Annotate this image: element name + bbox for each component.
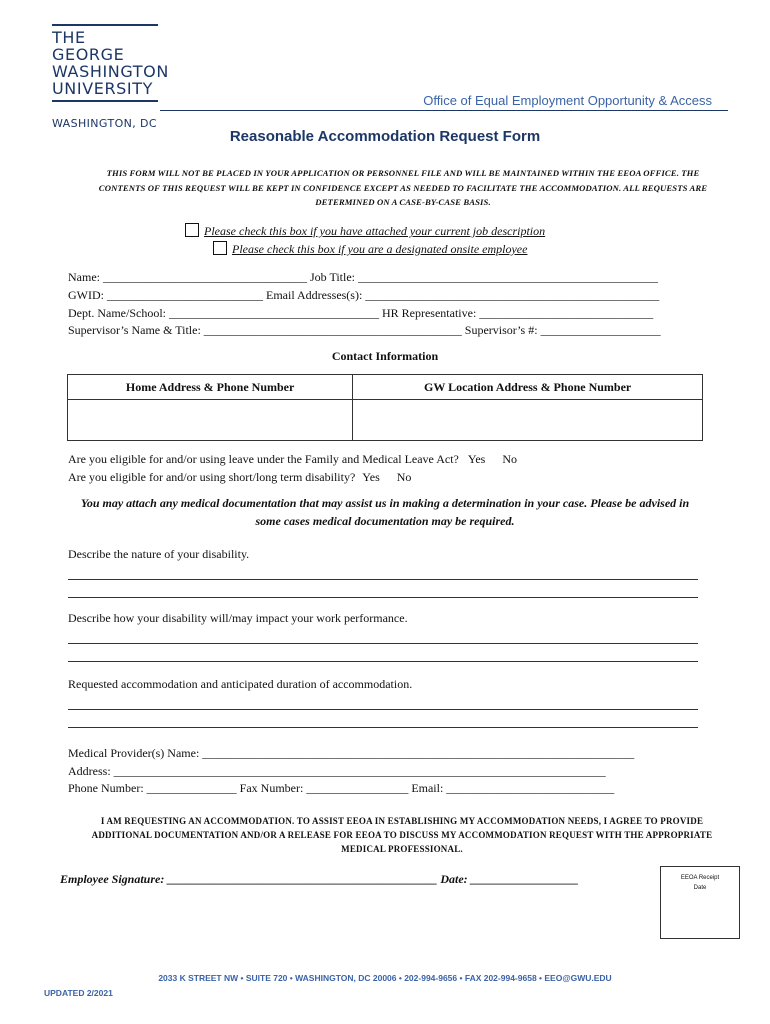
confidentiality-notice: THIS FORM WILL NOT BE PLACED IN YOUR APPLICATION OR PERSONNEL FILE AND WILL BE MAINTAINED WITHIN THE EEOA OFFICE. THE CONTENTS OF THIS REQUEST WILL BE KEPT IN CONFIDENCE EXCEPT AS NEEDED TO FACILITATE THE ACCOMMODATION. ALL REQUESTS ARE DETERMINED ON A CASE-BY-CASE BASIS. [98,168,708,207]
onsite-employee-checkbox[interactable] [213,241,227,255]
form-title: Reasonable Accommodation Request Form [229,128,541,145]
receipt-date-label: Date [693,885,707,891]
updated-date: UPDATED 2/2021 [44,988,113,998]
header-rule [160,110,728,111]
contact-info-heading: Contact Information [331,349,439,363]
nature-prompt: Describe the nature of your disability. [68,547,250,561]
logo-line-1: THE GEORGE [52,28,125,64]
signature-date-field[interactable]: Employee Signature: _____________________________________________ Date: __________________ [60,872,579,886]
eeoa-receipt-box [660,866,740,939]
requested-prompt: Requested accommodation and anticipated duration of accommodation. [68,677,413,691]
disability-no-option[interactable]: No [396,470,412,484]
disability-question-text: Are you eligible for and/or using short/long term disability? [68,470,356,484]
name-jobtitle-field[interactable]: Name: __________________________________ Job Title: __________________________________________________ [68,270,659,284]
gwid-email-field[interactable]: GWID: __________________________ Email Addresses(s): _________________________________________________ [68,288,660,302]
address-table [67,374,703,441]
fmla-question-text: Are you eligible for and/or using leave under the Family and Medical Leave Act? [68,452,459,466]
gw-address-header: GW Location Address & Phone Number [353,375,703,400]
impact-answer-line-2[interactable] [68,661,698,662]
logo-city: WASHINGTON, DC [52,117,158,130]
requested-answer-line-2[interactable] [68,727,698,728]
logo-rule [52,24,158,26]
logo-line-2: WASHINGTON [52,62,169,81]
fmla-question [68,452,517,467]
requested-answer-line-1[interactable] [68,709,698,710]
job-description-checkbox-row[interactable] [185,222,545,240]
nature-answer-line-2[interactable] [68,597,698,598]
impact-prompt: Describe how your disability will/may impact your work performance. [68,611,408,625]
footer-address: 2033 K STREET NW • SUITE 720 • WASHINGTON, DC 20006 • 202-994-9656 • FAX 202-994-9658 • EEO@GWU.EDU [158,973,612,983]
job-description-label: Please check this box if you have attached your current job description [204,224,546,238]
job-description-checkbox[interactable] [185,223,199,237]
logo-rule-bottom [52,100,158,102]
receipt-label: EEOA Receipt [680,875,720,881]
nature-answer-line-1[interactable] [68,579,698,580]
fmla-yes-option[interactable]: Yes [467,452,486,466]
medical-documentation-note: You may attach any medical documentation that may assist us in making a determination in your case. Please be advised in some cases medical documentation may be required. [80,496,690,528]
disability-question [68,470,411,485]
home-address-header: Home Address & Phone Number [68,375,353,400]
onsite-employee-label: Please check this box if you are a designated onsite employee [232,242,528,256]
university-logo [52,24,169,130]
provider-contact-field[interactable]: Phone Number: _______________ Fax Number: _________________ Email: ____________________________ [68,781,615,795]
disability-yes-option[interactable]: Yes [362,470,380,484]
consent-statement: I AM REQUESTING AN ACCOMMODATION. TO ASSIST EEOA IN ESTABLISHING MY ACCOMMODATION NEEDS, I AGREE TO PROVIDE ADDITIONAL DOCUMENTATION AND/OR A RELEASE FOR EEOA TO DISCUSS MY ACCOMMODATION REQUEST WITH THE APPROPRIATE MEDICAL PROFESSIONAL. [91,816,713,854]
impact-answer-line-1[interactable] [68,643,698,644]
gw-address-cell[interactable] [353,400,703,441]
provider-address-field[interactable]: Address: __________________________________________________________________________________ [68,764,606,778]
logo-line-3: UNIVERSITY [52,79,153,98]
provider-name-field[interactable]: Medical Provider(s) Name: ________________________________________________________________________ [68,746,635,760]
home-address-cell[interactable] [68,400,353,441]
fmla-no-option[interactable]: No [502,452,518,466]
supervisor-field[interactable]: Supervisor’s Name & Title: ___________________________________________ Supervisor’s #: ____________________ [68,323,661,337]
onsite-employee-checkbox-row[interactable] [213,240,527,258]
dept-hr-field[interactable]: Dept. Name/School: ___________________________________ HR Representative: _____________________________ [68,306,654,320]
office-name: Office of Equal Employment Opportunity & Access [423,93,712,108]
